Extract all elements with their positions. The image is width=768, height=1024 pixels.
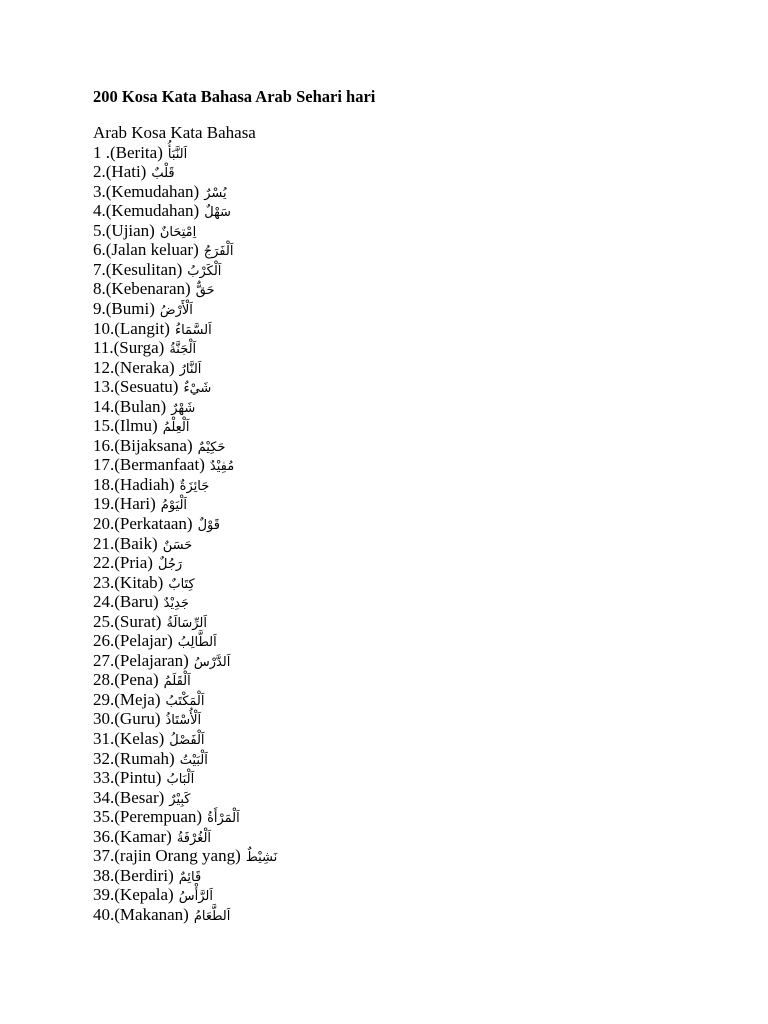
entry-meaning: (Rumah) — [114, 748, 175, 768]
vocabulary-entry — [93, 749, 693, 769]
entry-arabic: قَلْبٌ — [151, 166, 175, 182]
entry-number: 1 . — [93, 142, 110, 162]
entry-meaning: (Pria) — [114, 553, 153, 573]
vocabulary-entry — [93, 690, 693, 710]
entry-number: 24. — [93, 592, 115, 612]
vocabulary-entry — [93, 905, 693, 925]
vocabulary-entry — [93, 612, 693, 632]
entry-meaning: (Meja) — [114, 689, 161, 709]
entry-meaning: (Guru) — [114, 709, 161, 729]
entry-number: 21. — [93, 533, 115, 553]
entry-number: 37. — [93, 846, 115, 866]
entry-arabic: رَجُلٌ — [157, 557, 183, 573]
entry-number: 30. — [93, 709, 115, 729]
entry-number: 31. — [93, 729, 115, 748]
entry-number: 2. — [93, 162, 106, 182]
vocabulary-entry — [93, 319, 693, 339]
entry-arabic: اَلْفَصْلُ — [169, 733, 205, 748]
vocabulary-entry — [93, 768, 693, 788]
entry-arabic: اَلرِّسَالَةُ — [166, 615, 207, 631]
entry-meaning: (Jalan keluar) — [105, 240, 199, 260]
vocabulary-entry — [93, 201, 693, 221]
vocabulary-entry — [93, 573, 693, 593]
entry-arabic: اَلْأُسْتَاذُ — [165, 713, 202, 729]
vocabulary-entry — [93, 788, 693, 808]
entry-meaning: (Sesuatu) — [114, 377, 179, 397]
entry-meaning: (Hati) — [105, 162, 147, 182]
vocabulary-entry — [93, 729, 693, 749]
entry-number: 35. — [93, 807, 115, 827]
vocabulary-entry — [93, 670, 693, 690]
vocabulary-entry — [93, 377, 693, 397]
entry-arabic: اَلْمَكْتَبُ — [165, 693, 205, 709]
entry-meaning: (Pintu) — [114, 768, 162, 788]
entry-number: 26. — [93, 631, 115, 651]
entry-arabic: قَوْلٌ — [197, 517, 220, 533]
entry-meaning: (Kemudahan) — [105, 201, 200, 221]
entry-number: 33. — [93, 768, 115, 788]
entry-meaning: (Kelas) — [114, 729, 165, 748]
entry-arabic: اَلْغُرْفَةُ — [176, 830, 212, 846]
entry-arabic: اَلنَّبَأُ — [167, 146, 188, 162]
vocabulary-entry — [93, 885, 693, 905]
entry-meaning: (Surga) — [113, 338, 165, 358]
entry-number: 22. — [93, 553, 115, 573]
vocabulary-entry — [93, 221, 693, 241]
entry-arabic: اَلنَّارُ — [179, 361, 202, 377]
entry-arabic: اِمْتِحَانٌ — [159, 224, 197, 240]
vocabulary-entry — [93, 240, 693, 260]
entry-arabic: شَهْرٌ — [171, 400, 196, 416]
vocabulary-entry — [93, 358, 693, 378]
entry-number: 36. — [93, 826, 115, 846]
entry-number: 18. — [93, 474, 115, 494]
entry-meaning: (Perkataan) — [114, 513, 193, 533]
vocabulary-entry — [93, 827, 693, 847]
entry-number: 4. — [93, 201, 106, 221]
entry-number: 3. — [93, 181, 106, 201]
entry-meaning: (rajin Orang yang) — [114, 846, 241, 866]
entry-number: 38. — [93, 865, 115, 885]
entry-number: 40. — [93, 904, 115, 924]
entry-meaning: (Baik) — [114, 533, 158, 553]
entry-meaning: (Ilmu) — [114, 416, 158, 436]
entry-meaning: (Kepala) — [114, 885, 174, 905]
entry-number: 28. — [93, 670, 115, 690]
vocabulary-entry — [93, 475, 693, 495]
entry-arabic: مُفِيْدٌ — [209, 459, 235, 475]
entry-arabic: اَلطَّالِبُ — [177, 635, 217, 651]
entry-arabic: يُسْرٌ — [204, 185, 227, 201]
vocabulary-entry — [93, 866, 693, 886]
entry-meaning: (Hari) — [114, 494, 156, 514]
entry-arabic: كِتَابٌ — [168, 576, 195, 592]
entry-meaning: (Kamar) — [114, 826, 172, 846]
entry-arabic: جَدِيْدٌ — [163, 596, 189, 612]
entry-number: 25. — [93, 611, 115, 631]
entry-arabic: اَلْجَنَّةُ — [169, 342, 197, 358]
entry-meaning: (Kesulitan) — [105, 259, 183, 279]
entry-number: 15. — [93, 416, 115, 436]
vocabulary-entry — [93, 436, 693, 456]
entry-meaning: (Kemudahan) — [105, 181, 200, 201]
document-page — [93, 87, 693, 924]
entry-number: 13. — [93, 377, 115, 397]
entry-meaning: (Kebenaran) — [105, 279, 191, 299]
vocabulary-entry — [93, 279, 693, 299]
entry-number: 7. — [93, 259, 106, 279]
entry-meaning: (Besar) — [114, 787, 165, 807]
entry-number: 9. — [93, 298, 106, 318]
entry-number: 32. — [93, 748, 115, 768]
entry-meaning: (Hadiah) — [114, 474, 175, 494]
entry-arabic: اَلْكَرْبُ — [187, 263, 222, 279]
entry-meaning: (Berdiri) — [114, 865, 174, 885]
entry-number: 10. — [93, 318, 115, 338]
entry-number: 11. — [93, 338, 114, 358]
vocabulary-entry — [93, 534, 693, 554]
entry-number: 14. — [93, 396, 115, 416]
vocabulary-entry — [93, 553, 693, 573]
vocabulary-entry — [93, 397, 693, 417]
vocabulary-entry — [93, 631, 693, 651]
entry-number: 27. — [93, 650, 115, 670]
entry-meaning: (Bumi) — [105, 298, 155, 318]
vocabulary-entry — [93, 455, 693, 475]
vocabulary-entry — [93, 338, 693, 358]
entry-arabic: شَيْءٌ — [183, 381, 212, 397]
vocabulary-entry — [93, 162, 693, 182]
entry-arabic: اَلْقَلَمُ — [163, 674, 191, 690]
entry-arabic: اَلدَّرْسُ — [193, 654, 231, 670]
entry-meaning: (Baru) — [114, 592, 159, 612]
entry-arabic: اَلْبَيْتُ — [179, 752, 208, 768]
entry-meaning: (Langit) — [114, 318, 170, 338]
vocabulary-entry — [93, 416, 693, 436]
entry-meaning: (Bulan) — [114, 396, 167, 416]
entry-arabic: جَائِزَةٌ — [179, 478, 210, 494]
vocabulary-entry — [93, 651, 693, 671]
entry-number: 17. — [93, 455, 115, 475]
entry-meaning: (Surat) — [114, 611, 162, 631]
document-title: 200 Kosa Kata Bahasa Arab Sehari hari — [93, 87, 376, 106]
entry-meaning: (Bermanfaat) — [114, 455, 205, 475]
entry-meaning: (Berita) — [110, 142, 163, 162]
entry-meaning: (Kitab) — [114, 572, 164, 592]
vocabulary-entry — [93, 514, 693, 534]
entry-meaning: (Pelajaran) — [114, 650, 189, 670]
entry-arabic: حَكِيْمٌ — [197, 439, 226, 455]
vocabulary-entry — [93, 592, 693, 612]
entry-number: 8. — [93, 279, 106, 299]
entry-number: 23. — [93, 572, 115, 592]
entry-number: 19. — [93, 494, 115, 514]
entry-number: 29. — [93, 689, 115, 709]
vocabulary-list — [93, 143, 693, 925]
entry-arabic: اَلْفَرَجُ — [203, 244, 234, 260]
entry-number: 16. — [93, 435, 115, 455]
entry-meaning: (Neraka) — [114, 357, 175, 377]
entry-arabic: قَائِمٌ — [178, 869, 202, 885]
entry-meaning: (Bijaksana) — [114, 435, 193, 455]
entry-arabic: اَلْبَابُ — [166, 772, 195, 788]
entry-arabic: اَلسَّمَاءُ — [174, 322, 212, 338]
vocabulary-entry — [93, 182, 693, 202]
vocabulary-entry — [93, 807, 693, 827]
entry-number: 6. — [93, 240, 106, 260]
entry-number: 12. — [93, 357, 115, 377]
entry-meaning: (Pelajar) — [114, 631, 173, 651]
entry-meaning: (Pena) — [114, 670, 159, 690]
document-subtitle: Arab Kosa Kata Bahasa — [93, 123, 256, 142]
entry-arabic: اَلْمَرْأَةُ — [207, 811, 240, 827]
entry-number: 5. — [93, 220, 106, 240]
entry-arabic: نَشِيْطٌ — [245, 850, 278, 866]
vocabulary-entry — [93, 143, 693, 163]
entry-arabic: اَلرَّأْسُ — [178, 889, 213, 905]
entry-arabic: حَسَنٌ — [162, 537, 193, 553]
entry-arabic: اَلْأَرْضُ — [159, 302, 193, 318]
entry-meaning: (Perempuan) — [114, 807, 203, 827]
vocabulary-entry — [93, 299, 693, 319]
vocabulary-entry — [93, 260, 693, 280]
entry-arabic: اَلْيَوْمُ — [160, 498, 188, 514]
entry-number: 39. — [93, 885, 115, 905]
entry-arabic: سَهْلٌ — [204, 205, 231, 221]
vocabulary-entry — [93, 494, 693, 514]
entry-number: 34. — [93, 787, 115, 807]
entry-meaning: (Ujian) — [105, 220, 155, 240]
entry-arabic: اَلطَّعَامُ — [193, 908, 231, 924]
entry-meaning: (Makanan) — [114, 904, 189, 924]
vocabulary-entry — [93, 846, 693, 866]
entry-number: 20. — [93, 513, 115, 533]
entry-arabic: كَبِيْرٌ — [169, 791, 191, 807]
entry-arabic: حَقٌّ — [195, 283, 215, 299]
vocabulary-entry — [93, 709, 693, 729]
entry-arabic: اَلْعِلْمُ — [162, 420, 190, 436]
